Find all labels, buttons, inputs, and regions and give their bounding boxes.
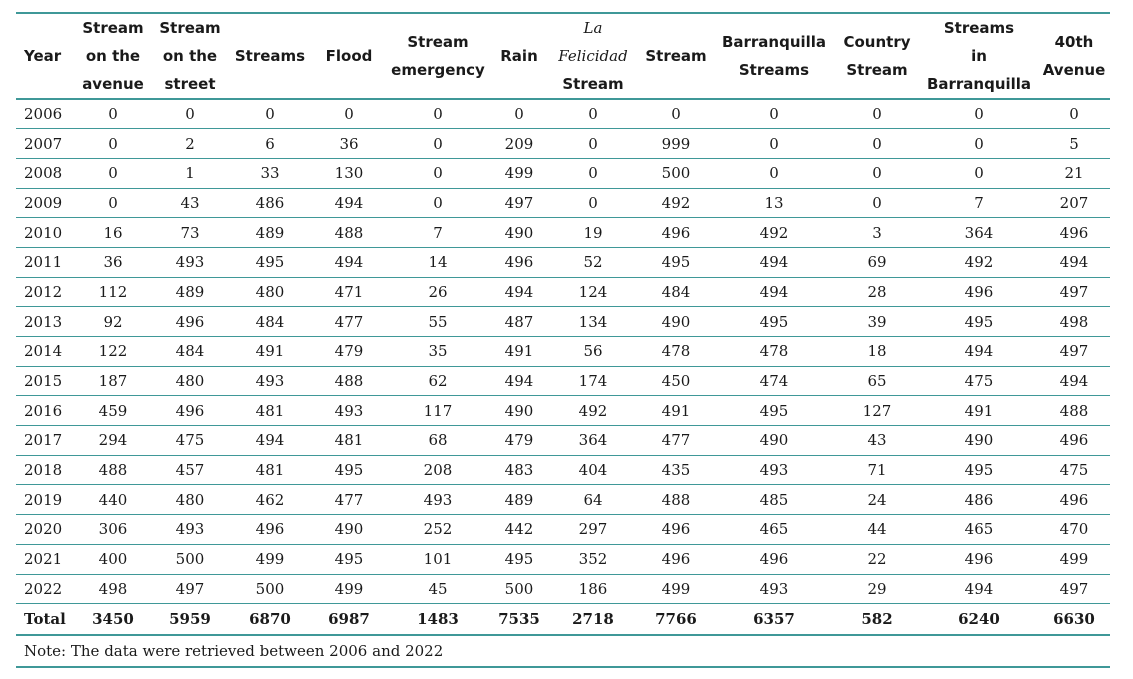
value-cell: 68 bbox=[386, 426, 490, 456]
table-row bbox=[16, 218, 1110, 248]
value-cell: 462 bbox=[228, 485, 312, 515]
value-cell: 478 bbox=[638, 337, 714, 367]
value-cell: 18 bbox=[834, 337, 920, 367]
value-cell: 294 bbox=[74, 426, 152, 456]
row-label-cell: 2010 bbox=[16, 218, 74, 248]
column-header-stream-on-the-street bbox=[152, 13, 228, 99]
value-cell: 43 bbox=[152, 188, 228, 218]
value-cell: 494 bbox=[920, 337, 1038, 367]
row-label-cell: 2012 bbox=[16, 277, 74, 307]
value-cell: 490 bbox=[638, 307, 714, 337]
value-cell: 494 bbox=[228, 426, 312, 456]
value-cell: 122 bbox=[74, 337, 152, 367]
value-cell: 495 bbox=[312, 455, 386, 485]
value-cell: 478 bbox=[714, 337, 834, 367]
value-cell: 496 bbox=[1038, 485, 1110, 515]
value-cell: 22 bbox=[834, 544, 920, 574]
column-header-rain bbox=[490, 13, 548, 99]
table-row bbox=[16, 544, 1110, 574]
value-cell: 485 bbox=[714, 485, 834, 515]
value-cell: 0 bbox=[74, 188, 152, 218]
value-cell: 134 bbox=[548, 307, 638, 337]
value-cell: 112 bbox=[74, 277, 152, 307]
row-label-cell: 2007 bbox=[16, 129, 74, 159]
value-cell: 2 bbox=[152, 129, 228, 159]
value-cell: 495 bbox=[920, 455, 1038, 485]
column-header-line: in bbox=[971, 47, 987, 65]
value-cell: 475 bbox=[920, 366, 1038, 396]
value-cell: 0 bbox=[152, 99, 228, 129]
value-cell: 45 bbox=[386, 574, 490, 604]
stream-mentions-table bbox=[16, 12, 1110, 668]
value-cell: 477 bbox=[312, 307, 386, 337]
value-cell: 470 bbox=[1038, 515, 1110, 545]
column-header-line: Stream bbox=[846, 61, 908, 79]
value-cell: 492 bbox=[714, 218, 834, 248]
column-header-line: Flood bbox=[325, 47, 373, 65]
value-cell: 14 bbox=[386, 247, 490, 277]
value-cell: 0 bbox=[834, 158, 920, 188]
value-cell: 484 bbox=[638, 277, 714, 307]
value-cell: 7 bbox=[386, 218, 490, 248]
value-cell: 477 bbox=[312, 485, 386, 515]
value-cell: 491 bbox=[228, 337, 312, 367]
value-cell: 364 bbox=[548, 426, 638, 456]
column-header-line: Streams bbox=[738, 61, 810, 79]
value-cell: 487 bbox=[490, 307, 548, 337]
value-cell: 496 bbox=[714, 544, 834, 574]
value-cell: 465 bbox=[714, 515, 834, 545]
note-row bbox=[16, 635, 1110, 667]
value-cell: 500 bbox=[638, 158, 714, 188]
value-cell: 471 bbox=[312, 277, 386, 307]
value-cell: 493 bbox=[714, 455, 834, 485]
value-cell: 488 bbox=[312, 218, 386, 248]
table-row bbox=[16, 188, 1110, 218]
column-header-line: on the bbox=[85, 47, 141, 65]
value-cell: 496 bbox=[1038, 218, 1110, 248]
value-cell: 6630 bbox=[1038, 604, 1110, 636]
value-cell: 499 bbox=[490, 158, 548, 188]
value-cell: 442 bbox=[490, 515, 548, 545]
value-cell: 488 bbox=[312, 366, 386, 396]
value-cell: 400 bbox=[74, 544, 152, 574]
value-cell: 495 bbox=[312, 544, 386, 574]
value-cell: 306 bbox=[74, 515, 152, 545]
value-cell: 28 bbox=[834, 277, 920, 307]
value-cell: 435 bbox=[638, 455, 714, 485]
value-cell: 492 bbox=[638, 188, 714, 218]
value-cell: 475 bbox=[1038, 455, 1110, 485]
value-cell: 495 bbox=[228, 247, 312, 277]
value-cell: 493 bbox=[714, 574, 834, 604]
value-cell: 0 bbox=[834, 129, 920, 159]
row-label-cell: 2018 bbox=[16, 455, 74, 485]
column-header-line: Stream bbox=[159, 19, 221, 37]
value-cell: 496 bbox=[638, 218, 714, 248]
value-cell: 36 bbox=[312, 129, 386, 159]
value-cell: 999 bbox=[638, 129, 714, 159]
value-cell: 0 bbox=[638, 99, 714, 129]
value-cell: 494 bbox=[714, 277, 834, 307]
row-label-cell: 2019 bbox=[16, 485, 74, 515]
table-header bbox=[16, 13, 1110, 99]
value-cell: 490 bbox=[312, 515, 386, 545]
value-cell: 186 bbox=[548, 574, 638, 604]
value-cell: 0 bbox=[312, 99, 386, 129]
value-cell: 21 bbox=[1038, 158, 1110, 188]
value-cell: 0 bbox=[920, 129, 1038, 159]
value-cell: 491 bbox=[920, 396, 1038, 426]
value-cell: 499 bbox=[638, 574, 714, 604]
value-cell: 55 bbox=[386, 307, 490, 337]
value-cell: 0 bbox=[714, 129, 834, 159]
column-header-streams bbox=[228, 13, 312, 99]
value-cell: 488 bbox=[1038, 396, 1110, 426]
value-cell: 486 bbox=[920, 485, 1038, 515]
value-cell: 35 bbox=[386, 337, 490, 367]
value-cell: 64 bbox=[548, 485, 638, 515]
table-row bbox=[16, 426, 1110, 456]
value-cell: 33 bbox=[228, 158, 312, 188]
column-header-40th-avenue bbox=[1038, 13, 1110, 99]
value-cell: 477 bbox=[638, 426, 714, 456]
value-cell: 0 bbox=[834, 99, 920, 129]
value-cell: 1 bbox=[152, 158, 228, 188]
value-cell: 62 bbox=[386, 366, 490, 396]
row-label-cell: Total bbox=[16, 604, 74, 636]
header-row bbox=[16, 13, 1110, 99]
value-cell: 496 bbox=[920, 277, 1038, 307]
column-header-line: Streams bbox=[234, 47, 306, 65]
total-row bbox=[16, 604, 1110, 636]
value-cell: 481 bbox=[228, 396, 312, 426]
value-cell: 497 bbox=[1038, 574, 1110, 604]
value-cell: 484 bbox=[152, 337, 228, 367]
value-cell: 0 bbox=[548, 129, 638, 159]
value-cell: 297 bbox=[548, 515, 638, 545]
column-header-year: Year bbox=[16, 13, 74, 99]
column-header-line: Streams bbox=[943, 19, 1015, 37]
value-cell: 16 bbox=[74, 218, 152, 248]
value-cell: 459 bbox=[74, 396, 152, 426]
column-header-line: Stream bbox=[82, 19, 144, 37]
row-label-cell: 2014 bbox=[16, 337, 74, 367]
value-cell: 490 bbox=[920, 426, 1038, 456]
value-cell: 43 bbox=[834, 426, 920, 456]
value-cell: 0 bbox=[386, 129, 490, 159]
value-cell: 6870 bbox=[228, 604, 312, 636]
value-cell: 500 bbox=[490, 574, 548, 604]
value-cell: 486 bbox=[228, 188, 312, 218]
value-cell: 481 bbox=[228, 455, 312, 485]
column-header-line: Barranquilla bbox=[926, 75, 1032, 93]
value-cell: 493 bbox=[152, 515, 228, 545]
value-cell: 352 bbox=[548, 544, 638, 574]
value-cell: 479 bbox=[490, 426, 548, 456]
value-cell: 495 bbox=[714, 307, 834, 337]
value-cell: 493 bbox=[152, 247, 228, 277]
table-row bbox=[16, 337, 1110, 367]
value-cell: 497 bbox=[490, 188, 548, 218]
data-table-container bbox=[16, 12, 1110, 668]
value-cell: 0 bbox=[228, 99, 312, 129]
value-cell: 490 bbox=[490, 218, 548, 248]
value-cell: 0 bbox=[74, 129, 152, 159]
row-label-cell: 2016 bbox=[16, 396, 74, 426]
column-header-line: emergency bbox=[391, 61, 485, 79]
column-header-stream-emergency bbox=[386, 13, 490, 99]
value-cell: 117 bbox=[386, 396, 490, 426]
table-row bbox=[16, 277, 1110, 307]
column-header-stream bbox=[638, 13, 714, 99]
row-label-cell: 2022 bbox=[16, 574, 74, 604]
value-cell: 0 bbox=[548, 99, 638, 129]
value-cell: 0 bbox=[386, 158, 490, 188]
value-cell: 494 bbox=[490, 366, 548, 396]
value-cell: 490 bbox=[490, 396, 548, 426]
value-cell: 208 bbox=[386, 455, 490, 485]
table-note: Note: The data were retrieved between 2006 and 2022 bbox=[16, 635, 1110, 667]
value-cell: 0 bbox=[714, 99, 834, 129]
row-label-cell: 2015 bbox=[16, 366, 74, 396]
value-cell: 490 bbox=[714, 426, 834, 456]
value-cell: 209 bbox=[490, 129, 548, 159]
table-row bbox=[16, 515, 1110, 545]
table-row bbox=[16, 366, 1110, 396]
value-cell: 0 bbox=[548, 158, 638, 188]
value-cell: 480 bbox=[152, 366, 228, 396]
value-cell: 0 bbox=[74, 158, 152, 188]
value-cell: 494 bbox=[1038, 247, 1110, 277]
column-header-flood bbox=[312, 13, 386, 99]
table-row bbox=[16, 396, 1110, 426]
column-header-line: Stream bbox=[407, 33, 469, 51]
value-cell: 496 bbox=[228, 515, 312, 545]
value-cell: 13 bbox=[714, 188, 834, 218]
value-cell: 130 bbox=[312, 158, 386, 188]
value-cell: 495 bbox=[714, 396, 834, 426]
table-body bbox=[16, 99, 1110, 667]
value-cell: 29 bbox=[834, 574, 920, 604]
value-cell: 127 bbox=[834, 396, 920, 426]
value-cell: 495 bbox=[490, 544, 548, 574]
value-cell: 0 bbox=[548, 188, 638, 218]
value-cell: 0 bbox=[1038, 99, 1110, 129]
value-cell: 0 bbox=[490, 99, 548, 129]
row-label-cell: 2009 bbox=[16, 188, 74, 218]
value-cell: 493 bbox=[228, 366, 312, 396]
value-cell: 496 bbox=[490, 247, 548, 277]
value-cell: 92 bbox=[74, 307, 152, 337]
column-header-stream-on-the-avenue bbox=[74, 13, 152, 99]
value-cell: 488 bbox=[74, 455, 152, 485]
value-cell: 474 bbox=[714, 366, 834, 396]
value-cell: 480 bbox=[228, 277, 312, 307]
value-cell: 489 bbox=[228, 218, 312, 248]
value-cell: 3 bbox=[834, 218, 920, 248]
value-cell: 1483 bbox=[386, 604, 490, 636]
value-cell: 404 bbox=[548, 455, 638, 485]
value-cell: 495 bbox=[920, 307, 1038, 337]
value-cell: 496 bbox=[152, 307, 228, 337]
value-cell: 440 bbox=[74, 485, 152, 515]
value-cell: 2718 bbox=[548, 604, 638, 636]
value-cell: 0 bbox=[920, 99, 1038, 129]
column-header-line: street bbox=[164, 75, 216, 93]
column-header-line: 40th bbox=[1054, 33, 1094, 51]
value-cell: 65 bbox=[834, 366, 920, 396]
column-header-line: on the bbox=[162, 47, 218, 65]
row-label-cell: 2008 bbox=[16, 158, 74, 188]
column-header-line: Rain bbox=[500, 47, 538, 65]
column-header-line: Stream bbox=[562, 75, 624, 93]
row-label-cell: 2020 bbox=[16, 515, 74, 545]
value-cell: 488 bbox=[638, 485, 714, 515]
column-header-line: Felicidad bbox=[558, 47, 628, 65]
value-cell: 252 bbox=[386, 515, 490, 545]
value-cell: 492 bbox=[548, 396, 638, 426]
value-cell: 0 bbox=[74, 99, 152, 129]
value-cell: 71 bbox=[834, 455, 920, 485]
table-row bbox=[16, 129, 1110, 159]
value-cell: 494 bbox=[312, 188, 386, 218]
table-row bbox=[16, 455, 1110, 485]
value-cell: 500 bbox=[152, 544, 228, 574]
column-header-line: Barranquilla bbox=[721, 33, 827, 51]
value-cell: 26 bbox=[386, 277, 490, 307]
value-cell: 491 bbox=[490, 337, 548, 367]
value-cell: 497 bbox=[152, 574, 228, 604]
value-cell: 7535 bbox=[490, 604, 548, 636]
value-cell: 56 bbox=[548, 337, 638, 367]
value-cell: 475 bbox=[152, 426, 228, 456]
value-cell: 174 bbox=[548, 366, 638, 396]
value-cell: 496 bbox=[152, 396, 228, 426]
value-cell: 497 bbox=[1038, 337, 1110, 367]
column-header-line: La bbox=[583, 19, 603, 37]
value-cell: 494 bbox=[714, 247, 834, 277]
value-cell: 481 bbox=[312, 426, 386, 456]
value-cell: 496 bbox=[1038, 426, 1110, 456]
value-cell: 582 bbox=[834, 604, 920, 636]
value-cell: 44 bbox=[834, 515, 920, 545]
value-cell: 499 bbox=[228, 544, 312, 574]
value-cell: 5959 bbox=[152, 604, 228, 636]
value-cell: 0 bbox=[386, 188, 490, 218]
row-label-cell: 2013 bbox=[16, 307, 74, 337]
value-cell: 494 bbox=[312, 247, 386, 277]
row-label-cell: 2021 bbox=[16, 544, 74, 574]
value-cell: 0 bbox=[834, 188, 920, 218]
value-cell: 7 bbox=[920, 188, 1038, 218]
table-row bbox=[16, 307, 1110, 337]
value-cell: 465 bbox=[920, 515, 1038, 545]
value-cell: 73 bbox=[152, 218, 228, 248]
value-cell: 483 bbox=[490, 455, 548, 485]
value-cell: 0 bbox=[920, 158, 1038, 188]
value-cell: 494 bbox=[1038, 366, 1110, 396]
value-cell: 101 bbox=[386, 544, 490, 574]
column-header-country-stream bbox=[834, 13, 920, 99]
value-cell: 498 bbox=[1038, 307, 1110, 337]
value-cell: 496 bbox=[638, 515, 714, 545]
value-cell: 450 bbox=[638, 366, 714, 396]
value-cell: 496 bbox=[920, 544, 1038, 574]
row-label-cell: 2017 bbox=[16, 426, 74, 456]
table-row bbox=[16, 574, 1110, 604]
table-row bbox=[16, 99, 1110, 129]
table-row bbox=[16, 158, 1110, 188]
value-cell: 24 bbox=[834, 485, 920, 515]
value-cell: 493 bbox=[312, 396, 386, 426]
value-cell: 489 bbox=[490, 485, 548, 515]
value-cell: 0 bbox=[714, 158, 834, 188]
value-cell: 364 bbox=[920, 218, 1038, 248]
column-header-la-felicidad-stream bbox=[548, 13, 638, 99]
value-cell: 484 bbox=[228, 307, 312, 337]
value-cell: 493 bbox=[386, 485, 490, 515]
value-cell: 492 bbox=[920, 247, 1038, 277]
value-cell: 479 bbox=[312, 337, 386, 367]
value-cell: 19 bbox=[548, 218, 638, 248]
value-cell: 494 bbox=[920, 574, 1038, 604]
value-cell: 489 bbox=[152, 277, 228, 307]
value-cell: 69 bbox=[834, 247, 920, 277]
row-label-cell: 2011 bbox=[16, 247, 74, 277]
value-cell: 457 bbox=[152, 455, 228, 485]
value-cell: 3450 bbox=[74, 604, 152, 636]
column-header-line: avenue bbox=[82, 75, 144, 93]
row-label-cell: 2006 bbox=[16, 99, 74, 129]
value-cell: 494 bbox=[490, 277, 548, 307]
value-cell: 39 bbox=[834, 307, 920, 337]
table-row bbox=[16, 247, 1110, 277]
value-cell: 124 bbox=[548, 277, 638, 307]
column-header-line: Stream bbox=[645, 47, 707, 65]
value-cell: 0 bbox=[386, 99, 490, 129]
value-cell: 496 bbox=[638, 544, 714, 574]
value-cell: 52 bbox=[548, 247, 638, 277]
value-cell: 6240 bbox=[920, 604, 1038, 636]
value-cell: 36 bbox=[74, 247, 152, 277]
value-cell: 491 bbox=[638, 396, 714, 426]
value-cell: 207 bbox=[1038, 188, 1110, 218]
column-header-barranquilla-streams bbox=[714, 13, 834, 99]
value-cell: 498 bbox=[74, 574, 152, 604]
value-cell: 187 bbox=[74, 366, 152, 396]
value-cell: 6987 bbox=[312, 604, 386, 636]
column-header-line: Avenue bbox=[1042, 61, 1106, 79]
column-header-line: Country bbox=[843, 33, 911, 51]
value-cell: 6 bbox=[228, 129, 312, 159]
value-cell: 7766 bbox=[638, 604, 714, 636]
value-cell: 499 bbox=[1038, 544, 1110, 574]
value-cell: 499 bbox=[312, 574, 386, 604]
table-row bbox=[16, 485, 1110, 515]
value-cell: 500 bbox=[228, 574, 312, 604]
value-cell: 5 bbox=[1038, 129, 1110, 159]
value-cell: 6357 bbox=[714, 604, 834, 636]
value-cell: 480 bbox=[152, 485, 228, 515]
value-cell: 495 bbox=[638, 247, 714, 277]
value-cell: 497 bbox=[1038, 277, 1110, 307]
column-header-streams-in-barranquilla bbox=[920, 13, 1038, 99]
